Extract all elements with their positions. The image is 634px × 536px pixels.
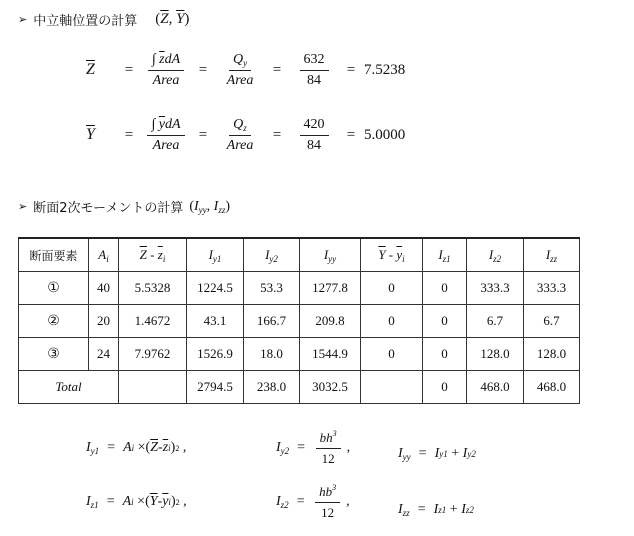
- total-iz1: 0: [423, 371, 467, 404]
- col-header-dy: $\overline{Y} - \overline{y}_i$: [361, 238, 423, 272]
- formula-izz: $I_{zz}$ = I z1 + I z2: [398, 502, 474, 518]
- arrow-bullet-icon: ➢: [18, 13, 28, 26]
- cell-dy: 0: [361, 272, 423, 305]
- cell-izz: 6.7: [524, 305, 580, 338]
- formula-iy1: $I_{y1}$ = A i ×( $\overline{Z}$ - $\overline{z}$ i ) 2 ,: [86, 440, 187, 456]
- cell-area: 20: [89, 305, 119, 338]
- cell-dz: 7.9762: [119, 338, 187, 371]
- col-header-izz: $I_{zz}$: [524, 238, 580, 272]
- cell-iy1: 43.1: [187, 305, 244, 338]
- row-label: ①: [19, 272, 89, 305]
- equation-z-centroid: $\overline{Z}$ = $\frac{\int \overline{z}dA}{\text{Area}}$ = $\frac{Q_y}{\text{Area}}$ = $\frac{632}{84}$ = 7.5238: [86, 51, 406, 88]
- col-header-dz: $\overline{Z} - \overline{z}_i$: [119, 238, 187, 272]
- section-heading-inertia: [18, 197, 230, 216]
- cell-dy: 0: [361, 338, 423, 371]
- col-header-iz2: $I_{z2}$: [467, 238, 524, 272]
- table-total-row: [19, 371, 580, 404]
- total-iyy: 3032.5: [300, 371, 361, 404]
- cell-area: 24: [89, 338, 119, 371]
- eq-y-numeric-fraction: $\frac{420}{84}$: [290, 117, 338, 154]
- eq-z-numeric-fraction: $\frac{632}{84}$: [290, 52, 338, 89]
- inertia-table: [18, 237, 580, 404]
- total-iy2: 238.0: [244, 371, 300, 404]
- cell-iyy: 1544.9: [300, 338, 361, 371]
- formula-iy2: $I_{y2}$ = $\frac{bh^3}{12}$ ,: [276, 429, 351, 466]
- eq-y-integral-fraction: $\frac{\int \overline{y}dA}{\text{Area}}$: [142, 117, 190, 154]
- section-heading-centroid: [18, 10, 189, 29]
- total-iy1: 2794.5: [187, 371, 244, 404]
- total-dy-empty: [361, 371, 423, 404]
- cell-iy1: 1224.5: [187, 272, 244, 305]
- cell-iy2: 53.3: [244, 272, 300, 305]
- col-header-area: $A_i$: [89, 238, 119, 272]
- section-title-inertia: 断面2次モーメントの計算: [33, 201, 184, 216]
- cell-iz1: 0: [423, 338, 467, 371]
- cell-dz: 5.5328: [119, 272, 187, 305]
- formula-iz1: $I_{z1}$ = A i ×( $\overline{Y}$ - $\overline{y}$ i ) 2 ,: [86, 494, 187, 510]
- cell-iy2: 166.7: [244, 305, 300, 338]
- total-label: Total: [19, 371, 119, 404]
- table-row: [19, 338, 580, 371]
- col-header-iy1: $I_{y1}$: [187, 238, 244, 272]
- row-label: ②: [19, 305, 89, 338]
- eq-y-lhs: $\overline{Y}$: [86, 126, 95, 143]
- eq-z-integral-fraction: $\frac{\int \overline{z}dA}{\text{Area}}$: [142, 52, 190, 89]
- arrow-bullet-icon: ➢: [18, 200, 28, 213]
- cell-iz2: 333.3: [467, 272, 524, 305]
- inertia-symbols: ($I_{yy}$, $I_{zz}$): [189, 198, 231, 215]
- total-iz2: 468.0: [467, 371, 524, 404]
- eq-z-result: 7.5238: [364, 61, 406, 78]
- row-label: ③: [19, 338, 89, 371]
- cell-izz: 333.3: [524, 272, 580, 305]
- equation-y-centroid: $\overline{Y}$ = $\frac{\int \overline{y}dA}{\text{Area}}$ = $\frac{Q_z}{\text{Area}}$ = $\frac{420}{84}$ = 5.0000: [86, 116, 406, 153]
- formula-iyy: $I_{yy}$ = I y1 + I y2: [398, 446, 476, 462]
- cell-iy2: 18.0: [244, 338, 300, 371]
- eq-y-result: 5.0000: [364, 126, 406, 143]
- cell-area: 40: [89, 272, 119, 305]
- cell-izz: 128.0: [524, 338, 580, 371]
- section-title-centroid: 中立軸位置の計算: [33, 14, 138, 29]
- cell-iz2: 6.7: [467, 305, 524, 338]
- col-header-iz1: $I_{z1}$: [423, 238, 467, 272]
- table-row: [19, 305, 580, 338]
- cell-dz: 1.4672: [119, 305, 187, 338]
- cell-dy: 0: [361, 305, 423, 338]
- eq-y-moment-fraction: $\frac{Q_z}{\text{Area}}$: [226, 116, 254, 153]
- eq-z-lhs: $\overline{Z}$: [86, 61, 95, 78]
- cell-iz2: 128.0: [467, 338, 524, 371]
- eq-z-moment-fraction: $\frac{Q_y}{\text{Area}}$: [226, 51, 254, 88]
- table-row: [19, 272, 580, 305]
- cell-iz1: 0: [423, 305, 467, 338]
- cell-iy1: 1526.9: [187, 338, 244, 371]
- cell-iz1: 0: [423, 272, 467, 305]
- total-izz: 468.0: [524, 371, 580, 404]
- table-header-row: [19, 238, 580, 272]
- total-dz-empty: [119, 371, 187, 404]
- col-header-element: 断面要素: [19, 238, 89, 272]
- formula-iz2: $I_{z2}$ = $\frac{hb^3}{12}$ ,: [276, 483, 350, 520]
- cell-iyy: 1277.8: [300, 272, 361, 305]
- col-header-iy2: $I_{y2}$: [244, 238, 300, 272]
- col-header-iyy: $I_{yy}$: [300, 238, 361, 272]
- cell-iyy: 209.8: [300, 305, 361, 338]
- centroid-symbols: ($\overline{Z}$, $\overline{Y}$): [155, 11, 190, 27]
